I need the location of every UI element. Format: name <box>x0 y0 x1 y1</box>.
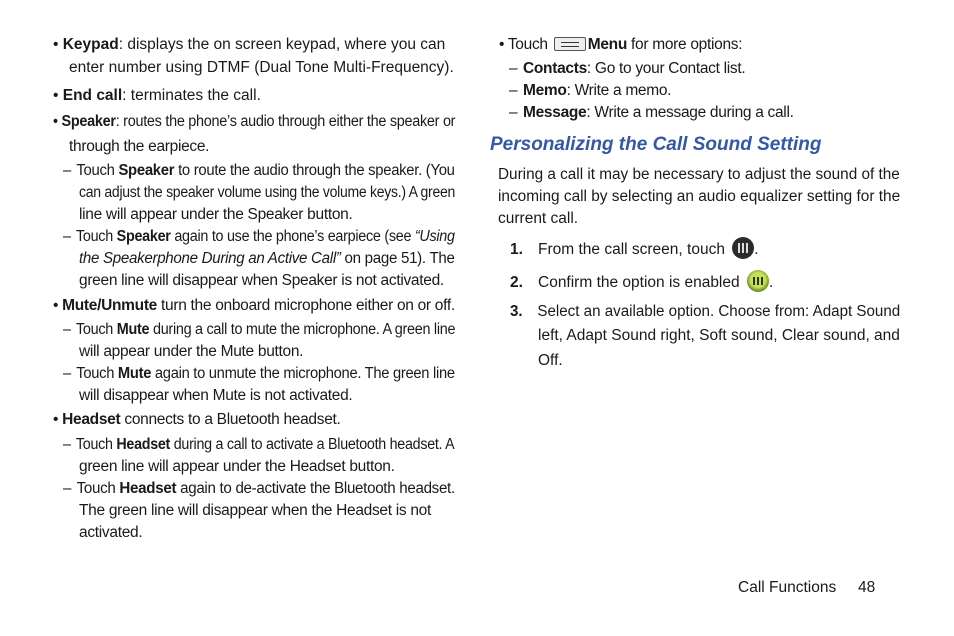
speaker-sub-2: – Touch Speaker again to use the phone’s earpiece (see “Using <box>63 228 455 245</box>
paragraph-line-1: During a call it may be necessary to adjust the sound of the <box>498 166 900 183</box>
headset-sub-2-l2: The green line will disappear when the Headset is not <box>79 502 432 519</box>
mute-sub-2: – Touch Mute again to unmute the microphone. The green line <box>63 365 455 382</box>
speaker-sub-2-l2: the Speakerphone During an Active Call” on page 51). The <box>79 250 455 267</box>
footer-page-number: 48 <box>858 579 876 596</box>
paragraph-line-3: current call. <box>498 210 579 227</box>
speaker-sub-1-l2: can adjust the speaker volume using the volume keys.) A green <box>79 184 456 201</box>
bullet-end-call: • End call: terminates the call. <box>53 87 261 104</box>
step-3-l3: Off. <box>538 352 563 369</box>
mute-sub-1: – Touch Mute during a call to mute the microphone. A green line <box>63 321 456 338</box>
speaker-sub-1: – Touch Speaker to route the audio through the speaker. (You <box>63 162 455 179</box>
keypad-text-2: enter number using DTMF (Dual Tone Multi-Frequency). <box>69 59 454 76</box>
option-message: – Message: Write a message during a call. <box>509 104 794 121</box>
option-memo: – Memo: Write a memo. <box>509 82 672 99</box>
option-contacts: – Contacts: Go to your Contact list. <box>509 60 746 77</box>
paragraph-line-2: incoming call by selecting an audio equalizer setting for the <box>498 188 901 205</box>
headset-sub-1: – Touch Headset during a call to activate a Bluetooth headset. A <box>63 436 455 453</box>
step-2: 2. Confirm the option is enabled . <box>510 270 773 294</box>
bullet-touch-menu: • Touch Menu for more options: <box>499 36 743 53</box>
speaker-sub-1-l3: line will appear under the Speaker button. <box>79 206 353 223</box>
bullet-keypad: • Keypad: displays the on screen keypad, where you can <box>53 36 446 53</box>
sound-equalizer-icon <box>732 237 754 259</box>
bullet-speaker: • Speaker: routes the phone’s audio through either the speaker or <box>53 113 456 130</box>
headset-sub-2: – Touch Headset again to de-activate the Bluetooth headset. <box>63 480 455 497</box>
step-3: 3. Select an available option. Choose from: Adapt Sound <box>510 303 901 320</box>
step-3-l2: left, Adapt Sound right, Soft sound, Clear sound, and <box>538 327 900 344</box>
step-1: 1. From the call screen, touch . <box>510 237 759 261</box>
menu-key-icon <box>554 37 586 51</box>
bullet-headset: • Headset connects to a Bluetooth headset. <box>53 411 341 428</box>
speaker-text-2: through the earpiece. <box>69 138 210 155</box>
headset-sub-1-l2: green line will appear under the Headset button. <box>79 458 395 475</box>
footer-section: Call Functions <box>738 579 837 596</box>
headset-sub-2-l3: activated. <box>79 524 143 541</box>
speaker-sub-2-l3: green line will disappear when Speaker is not activated. <box>79 272 444 289</box>
section-heading: Personalizing the Call Sound Setting <box>490 134 822 155</box>
bullet-mute: • Mute/Unmute turn the onboard microphone either on or off. <box>53 297 455 314</box>
sound-enabled-icon <box>747 270 769 292</box>
mute-sub-2-l2: will disappear when Mute is not activated. <box>79 387 353 404</box>
mute-sub-1-l2: will appear under the Mute button. <box>79 343 304 360</box>
